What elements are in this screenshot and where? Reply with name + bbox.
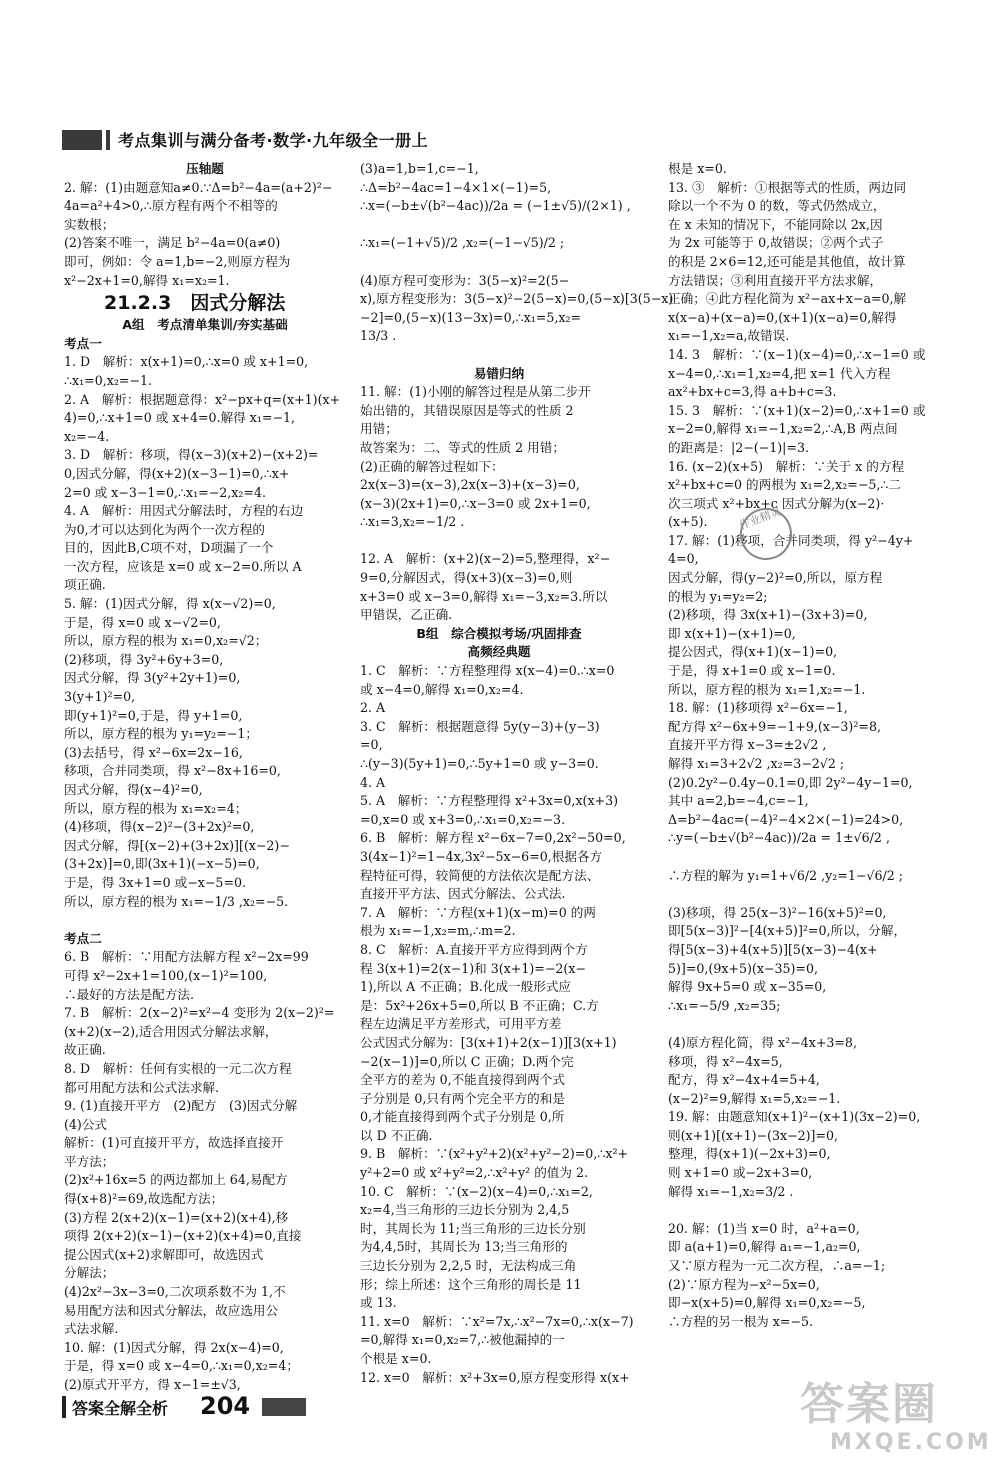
answer-line: 为0,才可以达到化为两个一次方程的 bbox=[64, 521, 265, 537]
answer-line: (4)公式 bbox=[64, 1116, 108, 1132]
answer-line: 13/3 . bbox=[360, 328, 397, 344]
answer-line: 实数根； bbox=[64, 216, 115, 232]
answer-line: y²+2=0 或 x²+y²=2,∴x²+y² 的值为 2. bbox=[360, 1165, 589, 1181]
answer-line: 9. B 解析：∵(x²+y²+2)(x²+y²−2)=0,∴x²+ bbox=[360, 1146, 629, 1162]
answer-line: (4)2x²−3x−3=0,二次项系数不为 1,不 bbox=[64, 1284, 286, 1300]
answer-column-right bbox=[668, 160, 926, 1380]
answer-line: 1. D 解析：x(x+1)=0,∴x=0 或 x+1=0, bbox=[64, 354, 309, 370]
answer-line: 目的，因此B,C项不对，D项漏了一个 bbox=[64, 540, 274, 556]
answer-line: 直接开平方得 x−3=±2√2 , bbox=[668, 737, 827, 753]
answer-line: 三边长分别为 2,2,5 时，无法构成三角 bbox=[360, 1258, 577, 1274]
watermark-logo-text: 答案圈 bbox=[800, 1379, 938, 1430]
answer-line: 于是，得 x=0 或 x−√2=0, bbox=[64, 614, 221, 630]
answer-line: ∴x=(−b±√(b²−4ac))/2a = (−1±√5)/(2×1) , bbox=[360, 198, 631, 214]
answer-line: 易用配方法和因式分解法，故应选用公 bbox=[64, 1302, 279, 1318]
answer-line: 所以，原方程的根为 x₁=x₂=4； bbox=[64, 800, 248, 816]
answer-line: 是：5x²+26x+5=0,所以 B 不正确；C.方 bbox=[360, 997, 599, 1013]
section-heading: 易错归纳 bbox=[473, 365, 525, 381]
answer-line: =0,解得 x₁=0,x₂=7,∴被他漏掉的一 bbox=[360, 1332, 565, 1348]
answer-line: 4. A bbox=[360, 774, 386, 790]
answer-line: −2]=0,(5−x)(13−3x)=0,∴x₁=5,x₂= bbox=[360, 309, 582, 325]
answer-line: 13. ③ 解析：①根据等式的性质，两边同 bbox=[668, 179, 907, 195]
answer-line: x₂=4,当三角形的三边长分别为 2,4,5 bbox=[360, 1202, 570, 1218]
answer-line: 子分别是 0,只有两个完全平方的和是 bbox=[360, 1090, 565, 1106]
footer-label: 答案全解全析 bbox=[72, 1399, 169, 1418]
answer-line: 3. C 解析：根据题意得 5y(y−3)+(y−3) bbox=[360, 718, 600, 734]
answer-line: 即(y+1)²=0,于是，得 y+1=0, bbox=[64, 707, 243, 723]
answer-line: 在 x 未知的情况下，不能同除以 2x,因 bbox=[668, 216, 883, 232]
answer-line: 因式分解，得[(x−2)+(3+2x)][(x−2)− bbox=[64, 837, 290, 853]
answer-line: (x−3)(2x+1)=0,∴x−3=0 或 2x+1=0, bbox=[360, 495, 591, 511]
answer-line: x−4=0,∴x₁=1,x₂=4,把 x=1 代入方程 bbox=[668, 365, 891, 381]
answer-line: ∴Δ=b²−4ac=1−4×1×(−1)=5, bbox=[360, 179, 552, 195]
topic-heading: 考点二 bbox=[64, 930, 102, 946]
answer-line: 即−x(x+5)=0,解得 x₁=0,x₂=−5, bbox=[668, 1295, 866, 1311]
answer-line: (3+2x)]=0,即(3x+1)(−x−5)=0, bbox=[64, 856, 260, 872]
answer-line: 移项，合并同类项，得 x²−8x+16=0, bbox=[64, 763, 281, 779]
answer-line: (2)移项，得 3x(x+1)−(3x+3)=0, bbox=[668, 607, 868, 623]
answer-line: 所以，原方程的根为 y₁=y₂=−1； bbox=[64, 726, 258, 742]
blank-line bbox=[360, 346, 638, 365]
section-heading: 高频经典题 bbox=[467, 644, 531, 660]
answer-line: 或 x−4=0,解得 x₁=0,x₂=4. bbox=[360, 681, 524, 697]
blank-line bbox=[360, 216, 638, 235]
answer-line: 的距离是：|2−(−1)|=3. bbox=[668, 439, 809, 455]
answer-line: 10. C 解析：∵(x−2)(x−4)=0,∴x₁=2, bbox=[360, 1183, 593, 1199]
answer-line: 20. 解：(1)当 x=0 时，a²+a=0, bbox=[668, 1220, 860, 1236]
answer-line: ∴方程的另一根为 x=−5. bbox=[668, 1313, 813, 1329]
answer-line: 2=0 或 x−3−1=0,∴x₁=−2,x₂=4. bbox=[64, 484, 266, 500]
answer-line: (2)正确的解答过程如下： bbox=[360, 458, 504, 474]
blank-line bbox=[668, 848, 922, 867]
answer-line: 正确；④此方程化简为 x²−ax+x−a=0,解 bbox=[668, 291, 907, 307]
answer-line: 3. D 解析：移项，得(x−3)(x+2)−(x+2)= bbox=[64, 447, 319, 463]
answer-line: 分解法； bbox=[64, 1265, 115, 1281]
answer-line: 项正确. bbox=[64, 577, 106, 593]
blank-line bbox=[668, 1015, 922, 1034]
answer-line: x−2=0,解得 x₁=−1,x₂=2,∴A,B 两点间 bbox=[668, 421, 898, 437]
answer-line: ∴(y−3)(5y+1)=0,∴5y+1=0 或 y−3=0. bbox=[360, 756, 599, 771]
answer-line: 以 D 不正确. bbox=[360, 1127, 433, 1143]
watermark-stamp: 作业精灵 bbox=[733, 501, 800, 568]
answer-line: (x+5). bbox=[668, 514, 708, 530]
answer-line: 解得 x₁=−1,x₂=3/2 . bbox=[668, 1183, 794, 1199]
answer-line: ∴x₁=(−1+√5)/2 ,x₂=(−1−√5)/2 ; bbox=[360, 235, 565, 251]
answer-line: (2)答案不唯一，满足 b²−4a=0(a≠0) bbox=[64, 235, 281, 251]
answer-line: 用错； bbox=[360, 421, 398, 437]
answer-line: (x−2)²=9,解得 x₁=5,x₂=−1. bbox=[668, 1090, 841, 1106]
blank-line bbox=[360, 253, 638, 272]
answer-line: 0,才能直接得到两个式子分别是 0,所 bbox=[360, 1109, 565, 1125]
answer-line: 程左边满足平方差形式，可用平方差 bbox=[360, 1016, 562, 1032]
answer-line: (x+2)(x−2),适合用因式分解法求解， bbox=[64, 1023, 278, 1039]
group-heading: A组 考点清单集训/夯实基础 bbox=[122, 317, 288, 333]
answer-line: 1. C 解析：∵方程整理得 x(x−4)=0.∴x=0 bbox=[360, 663, 615, 679]
answer-line: 得(x+8)²=69,故选配方法； bbox=[64, 1191, 224, 1207]
answer-line: ∴y=(−b±√(b²−4ac))/2a = 1±√6/2 , bbox=[668, 830, 890, 846]
answer-line: 17. 解：(1)移项，合并同类项，得 y²−4y+ bbox=[668, 532, 914, 548]
blank-line bbox=[360, 532, 638, 551]
answer-line: x₁=−1,x₂=a,故错误. bbox=[668, 328, 790, 344]
answer-line: 配方得 x²−6x+9=−1+9,(x−3)²=8, bbox=[668, 718, 881, 734]
answer-line: x),原方程变形为：3(5−x)²−2(5−x)=0,(5−x)[3(5−x) bbox=[360, 291, 674, 307]
answer-line: 提公因式，得(x+1)(x−1)=0, bbox=[668, 644, 838, 660]
answer-line: (2)0.2y²−0.4y−0.1=0,即 2y²−4y−1=0, bbox=[668, 774, 913, 790]
answer-line: 于是，得 x+1=0 或 x−1=0. bbox=[668, 663, 836, 679]
answer-line: (4)移项，得(x−2)²−(3+2x)²=0, bbox=[64, 819, 255, 835]
answer-line: 5. A 解析：∵方程整理得 x²+3x=0,x(x+3) bbox=[360, 793, 619, 809]
answer-line: =0,x=0 或 x+3=0,∴x₁=0,x₂=−3. bbox=[360, 811, 566, 827]
footer-bar bbox=[62, 1396, 66, 1418]
page-number: 204 bbox=[200, 1392, 251, 1420]
answer-line: ∴x₁=−5/9 ,x₂=35; bbox=[668, 997, 781, 1013]
answer-line: 即可，例如：令 a=1,b=−2,则原方程为 bbox=[64, 253, 291, 269]
page-footer bbox=[62, 1392, 322, 1422]
topic-heading: 考点一 bbox=[64, 335, 102, 351]
answer-line: 4=0, bbox=[668, 551, 699, 567]
answer-line: 提公因式(x+2)求解即可，故选因式 bbox=[64, 1246, 264, 1262]
answer-line: Δ=b²−4ac=(−4)²−4×2×(−1)=24>0, bbox=[668, 811, 904, 827]
answer-line: 7. B 解析：2(x−2)²=x²−4 变形为 2(x−2)²= bbox=[64, 1005, 335, 1021]
answer-line: 得[5(x−3)+4(x+5)][5(x−3)−4(x+ bbox=[668, 941, 878, 957]
answer-line: 15. 3 解析：∵(x+1)(x−2)=0,∴x+1=0 或 bbox=[668, 402, 926, 418]
header-divider bbox=[106, 130, 110, 150]
answer-line: 12. A 解析：(x+2)(x−2)=5,整理得，x²− bbox=[360, 551, 611, 567]
answer-line: x²+bx+c=0 的两根为 x₁=2,x₂=−5,∴二 bbox=[668, 477, 902, 493]
answer-line: x²−2x+1=0,解得 x₁=x₂=1. bbox=[64, 272, 230, 288]
answer-line: 9. (1)直接开平方 (2)配方 (3)因式分解 bbox=[64, 1098, 298, 1114]
answer-line: 10. 解：(1)因式分解，得 2x(x−4)=0, bbox=[64, 1339, 284, 1355]
answer-line: 4)=0,∴x+1=0 或 x+4=0.解得 x₁=−1, bbox=[64, 410, 296, 426]
answer-column-middle bbox=[360, 160, 674, 1385]
answer-line: 5. 解：(1)因式分解，得 x(x−√2)=0, bbox=[64, 596, 276, 612]
answer-line: 的根为 y₁=y₂=2; bbox=[668, 588, 768, 604]
answer-line: 全平方的差为 0,不能直接得到两个式 bbox=[360, 1072, 565, 1088]
answer-line: 直接开平方法、因式分解法、公式法. bbox=[360, 886, 566, 902]
answer-line: 于是，得 3x+1=0 或−x−5=0. bbox=[64, 874, 247, 890]
answer-line: (3)a=1,b=1,c=−1, bbox=[360, 161, 479, 176]
answer-line: 甲错误，乙正确. bbox=[360, 607, 453, 623]
answer-line: 5)]=0,(9x+5)(x−35)=0, bbox=[668, 960, 818, 976]
answer-line: 8. D 解析：任何有实根的一元二次方程 bbox=[64, 1060, 292, 1076]
answer-line: 形；综上所述：这个三角形的周长是 11 bbox=[360, 1276, 582, 1292]
answer-line: 7. A 解析：∵方程(x+1)(x−m)=0 的两 bbox=[360, 904, 596, 920]
answer-line: 故答案为：二、等式的性质 2 用错； bbox=[360, 439, 565, 455]
blank-line bbox=[64, 911, 346, 930]
answer-line: 11. 解：(1)小刚的解答过程是从第二步开 bbox=[360, 384, 591, 400]
answer-line: −2(x−1)]=0,所以 C 正确；D.两个完 bbox=[360, 1053, 574, 1069]
header-title: 考点集训与满分备考·数学·九年级全一册上 bbox=[118, 131, 429, 150]
answer-line: 11. x=0 解析：∵x²=7x,∴x²−7x=0,∴x(x−7) bbox=[360, 1313, 634, 1329]
answer-line: 方法错误；③利用直接开平方法求解， bbox=[668, 272, 883, 288]
answer-line: 始出错的，其错误原因是等式的性质 2 bbox=[360, 402, 574, 418]
page-header bbox=[62, 126, 942, 154]
answer-line: =0, bbox=[360, 737, 383, 753]
answer-line: 除以一个不为 0 的数，等式仍然成立， bbox=[668, 198, 886, 214]
answer-line: (2)x²+16x=5 的两边都加上 64,易配方 bbox=[64, 1172, 288, 1188]
answer-line: 因式分解，得 3(y²+2y+1)=0, bbox=[64, 670, 241, 686]
answer-line: 即[5(x−3)]²−[4(x+5)]²=0,所以，分解， bbox=[668, 923, 907, 939]
answer-line: 可得 x²−2x+1=100,(x−1)²=100, bbox=[64, 967, 268, 983]
answer-line: (2)移项，得 3y²+6y+3=0, bbox=[64, 651, 224, 667]
answer-line: x₂=−4. bbox=[64, 428, 110, 444]
answer-line: 项得 2(x+2)(x−1)−(x+2)(x+4)=0,直接 bbox=[64, 1228, 302, 1244]
answer-line: 2. A bbox=[360, 700, 386, 716]
answer-line: 所以，原方程的根为 x₁=0,x₂=√2； bbox=[64, 633, 268, 649]
answer-line: 2. 解：(1)由题意知a≠0.∵Δ=b²−4a=(a+2)²− bbox=[64, 179, 333, 195]
answer-line: 14. 3 解析：∵(x−1)(x−4)=0,∴x−1=0 或 bbox=[668, 346, 926, 362]
answer-line: 次三项式 x²+bx+c 因式分解为(x−2)· bbox=[668, 495, 885, 511]
answer-line: x+3=0 或 x−3=0,解得 x₁=−3,x₂=3.所以 bbox=[360, 588, 608, 604]
answer-line: (3)方程 2(x+2)(x−1)=(x+2)(x+4),移 bbox=[64, 1209, 289, 1225]
answer-line: 4a=a²+4>0,∴原方程有两个不相等的 bbox=[64, 198, 278, 214]
answer-line: 都可用配方法和公式法求解. bbox=[64, 1079, 220, 1095]
answer-line: 所以，原方程的根为 x₁=−1/3 ,x₂=−5. bbox=[64, 893, 289, 909]
watermark-url: MXQE.COM bbox=[830, 1430, 992, 1455]
blank-line bbox=[668, 885, 922, 904]
answer-line: 公式因式分解为：[3(x+1)+2(x−1)][3(x+1) bbox=[360, 1034, 617, 1050]
answer-line: 2. A 解析：根据题意得：x²−px+q=(x+1)(x+ bbox=[64, 391, 341, 407]
section-title: 21.2.3 因式分解法 bbox=[104, 292, 286, 315]
answer-line: 则(x+1)[(x+1)−(3x−2)]=0, bbox=[668, 1127, 839, 1143]
answer-line: 2x(x−3)=(x−3),2x(x−3)+(x−3)=0, bbox=[360, 477, 580, 493]
answer-line: ax²+bx+c=3,得 a+b+c=3. bbox=[668, 384, 837, 400]
answer-line: 3(4x−1)²=1−4x,3x²−5x−6=0,根据各方 bbox=[360, 848, 603, 864]
footer-box bbox=[262, 1398, 306, 1416]
answer-line: (4)原方程可变形为：3(5−x)²=2(5− bbox=[360, 272, 570, 288]
answer-line: 整理，得(x+1)(−2x+3)=0, bbox=[668, 1146, 831, 1162]
answer-line: 平方法； bbox=[64, 1153, 115, 1169]
answer-line: 8. C 解析：A.直接开平方应得到两个方 bbox=[360, 941, 588, 957]
answer-line: 1),所以 A 不正确；B.化成一般形式应 bbox=[360, 979, 572, 995]
answer-line: 解得 9x+5=0 或 x−35=0, bbox=[668, 979, 827, 995]
answer-line: 移项，得 x²−4x=5, bbox=[668, 1053, 783, 1069]
answer-line: 6. B 解析：∵用配方法解方程 x²−2x=99 bbox=[64, 949, 309, 965]
answer-line: (3)去括号，得 x²−6x=2x−16, bbox=[64, 744, 243, 760]
answer-line: 个根是 x=0. bbox=[360, 1351, 432, 1366]
answer-line: 16. (x−2)(x+5) 解析：∵关于 x 的方程 bbox=[668, 458, 905, 474]
answer-line: ∴x₁=0,x₂=−1. bbox=[64, 372, 153, 388]
answer-line: 配方，得 x²−4x+4=5+4, bbox=[668, 1072, 820, 1088]
answer-line: 解析：(1)可直接开平方，故选择直接开 bbox=[64, 1135, 284, 1151]
answer-line: 根是 x=0. bbox=[668, 161, 727, 176]
answer-line: 即 x(x+1)−(x+1)=0, bbox=[668, 625, 796, 641]
answer-line: 或 13. bbox=[360, 1295, 397, 1311]
answer-line: 又∵原方程为一元二次方程，∴a=−1; bbox=[668, 1258, 886, 1274]
answer-line: 一次方程，应该是 x=0 或 x−2=0.所以 A bbox=[64, 558, 302, 574]
answer-line: 为4,4,5时，其周长为 13;当三角形的 bbox=[360, 1239, 568, 1255]
answer-line: 6. B 解析：解方程 x²−6x−7=0,2x²−50=0, bbox=[360, 830, 626, 846]
answer-line: (4)原方程化简，得 x²−4x+3=8, bbox=[668, 1034, 857, 1050]
answer-line: (3)移项，得 25(x−3)²−16(x+5)²=0, bbox=[668, 904, 887, 920]
group-heading: B组 综合模拟考场/巩固排查 bbox=[416, 625, 582, 641]
answer-line: 其中 a=2,b=−4,c=−1, bbox=[668, 793, 809, 809]
answer-line: 0,因式分解，得(x+2)(x−3−1)=0,∴x+ bbox=[64, 465, 290, 481]
answer-line: 18. 解：(1)移项得 x²−6x=−1, bbox=[668, 700, 848, 716]
answer-line: 于是，得 x=0 或 x−4=0,∴x₁=0,x₂=4； bbox=[64, 1358, 299, 1374]
answer-line: 3(y+1)²=0, bbox=[64, 689, 136, 705]
answer-line: 因式分解，得(y−2)²=0,所以，原方程 bbox=[668, 570, 883, 586]
answer-line: ∴x₁=3,x₂=−1/2 . bbox=[360, 514, 465, 530]
answer-line: 根为 x₁=−1,x₂=m,∴m=2. bbox=[360, 923, 516, 939]
section-heading: 压轴题 bbox=[186, 161, 224, 176]
answer-line: 式法求解. bbox=[64, 1321, 119, 1337]
answer-column-left bbox=[64, 160, 346, 1390]
answer-line: 解得 x₁=3+2√2 ,x₂=3−2√2 ; bbox=[668, 756, 845, 771]
watermark-logo bbox=[800, 1379, 992, 1460]
answer-line: 19. 解：由题意知(x+1)²−(x+1)(3x−2)=0, bbox=[668, 1109, 921, 1125]
answer-line: x(x−a)+(x−a)=0,(x+1)(x−a)=0,解得 bbox=[668, 309, 897, 325]
answer-line: 则 x+1=0 或−2x+3=0, bbox=[668, 1165, 813, 1181]
answer-line: 因式分解，得(x−4)²=0, bbox=[64, 782, 203, 797]
answer-line: ∴方程的解为 y₁=1+√6/2 ,y₂=1−√6/2 ; bbox=[668, 867, 903, 883]
blank-line bbox=[668, 1201, 922, 1220]
answer-line: 4. A 解析：用因式分解法时，方程的右边 bbox=[64, 503, 304, 519]
answer-line: (2)∵原方程为−x²−5x=0, bbox=[668, 1276, 820, 1292]
answer-line: 9=0,分解因式，得(x+3)(x−3)=0,则 bbox=[360, 570, 573, 586]
answer-line: ∴最好的方法是配方法. bbox=[64, 986, 194, 1002]
answer-line: 12. x=0 解析：x²+3x=0,原方程变形得 x(x+ bbox=[360, 1369, 630, 1385]
answer-line: 故正确. bbox=[64, 1042, 106, 1058]
answer-line: 程特征可得，较简便的方法依次是配方法、 bbox=[360, 867, 600, 883]
answer-line: 时，其周长为 11;当三角形的三边长分别 bbox=[360, 1220, 586, 1236]
answer-line: 为 2x 可能等于 0,故错误；②两个式子 bbox=[668, 235, 884, 251]
answer-line: 程 3(x+1)=2(x−1)和 3(x+1)=−2(x− bbox=[360, 960, 586, 976]
answer-line: (2)原式开平方，得 x−1=±√3, bbox=[64, 1377, 241, 1392]
answer-line: 的积是 2×6=12,还可能是其他值，故计算 bbox=[668, 253, 906, 269]
header-bar bbox=[62, 130, 102, 150]
answer-line: 所以，原方程的根为 x₁=1,x₂=−1. bbox=[668, 681, 866, 697]
answer-line: 即 a(a+1)=0,解得 a₁=−1,a₂=0, bbox=[668, 1239, 861, 1255]
